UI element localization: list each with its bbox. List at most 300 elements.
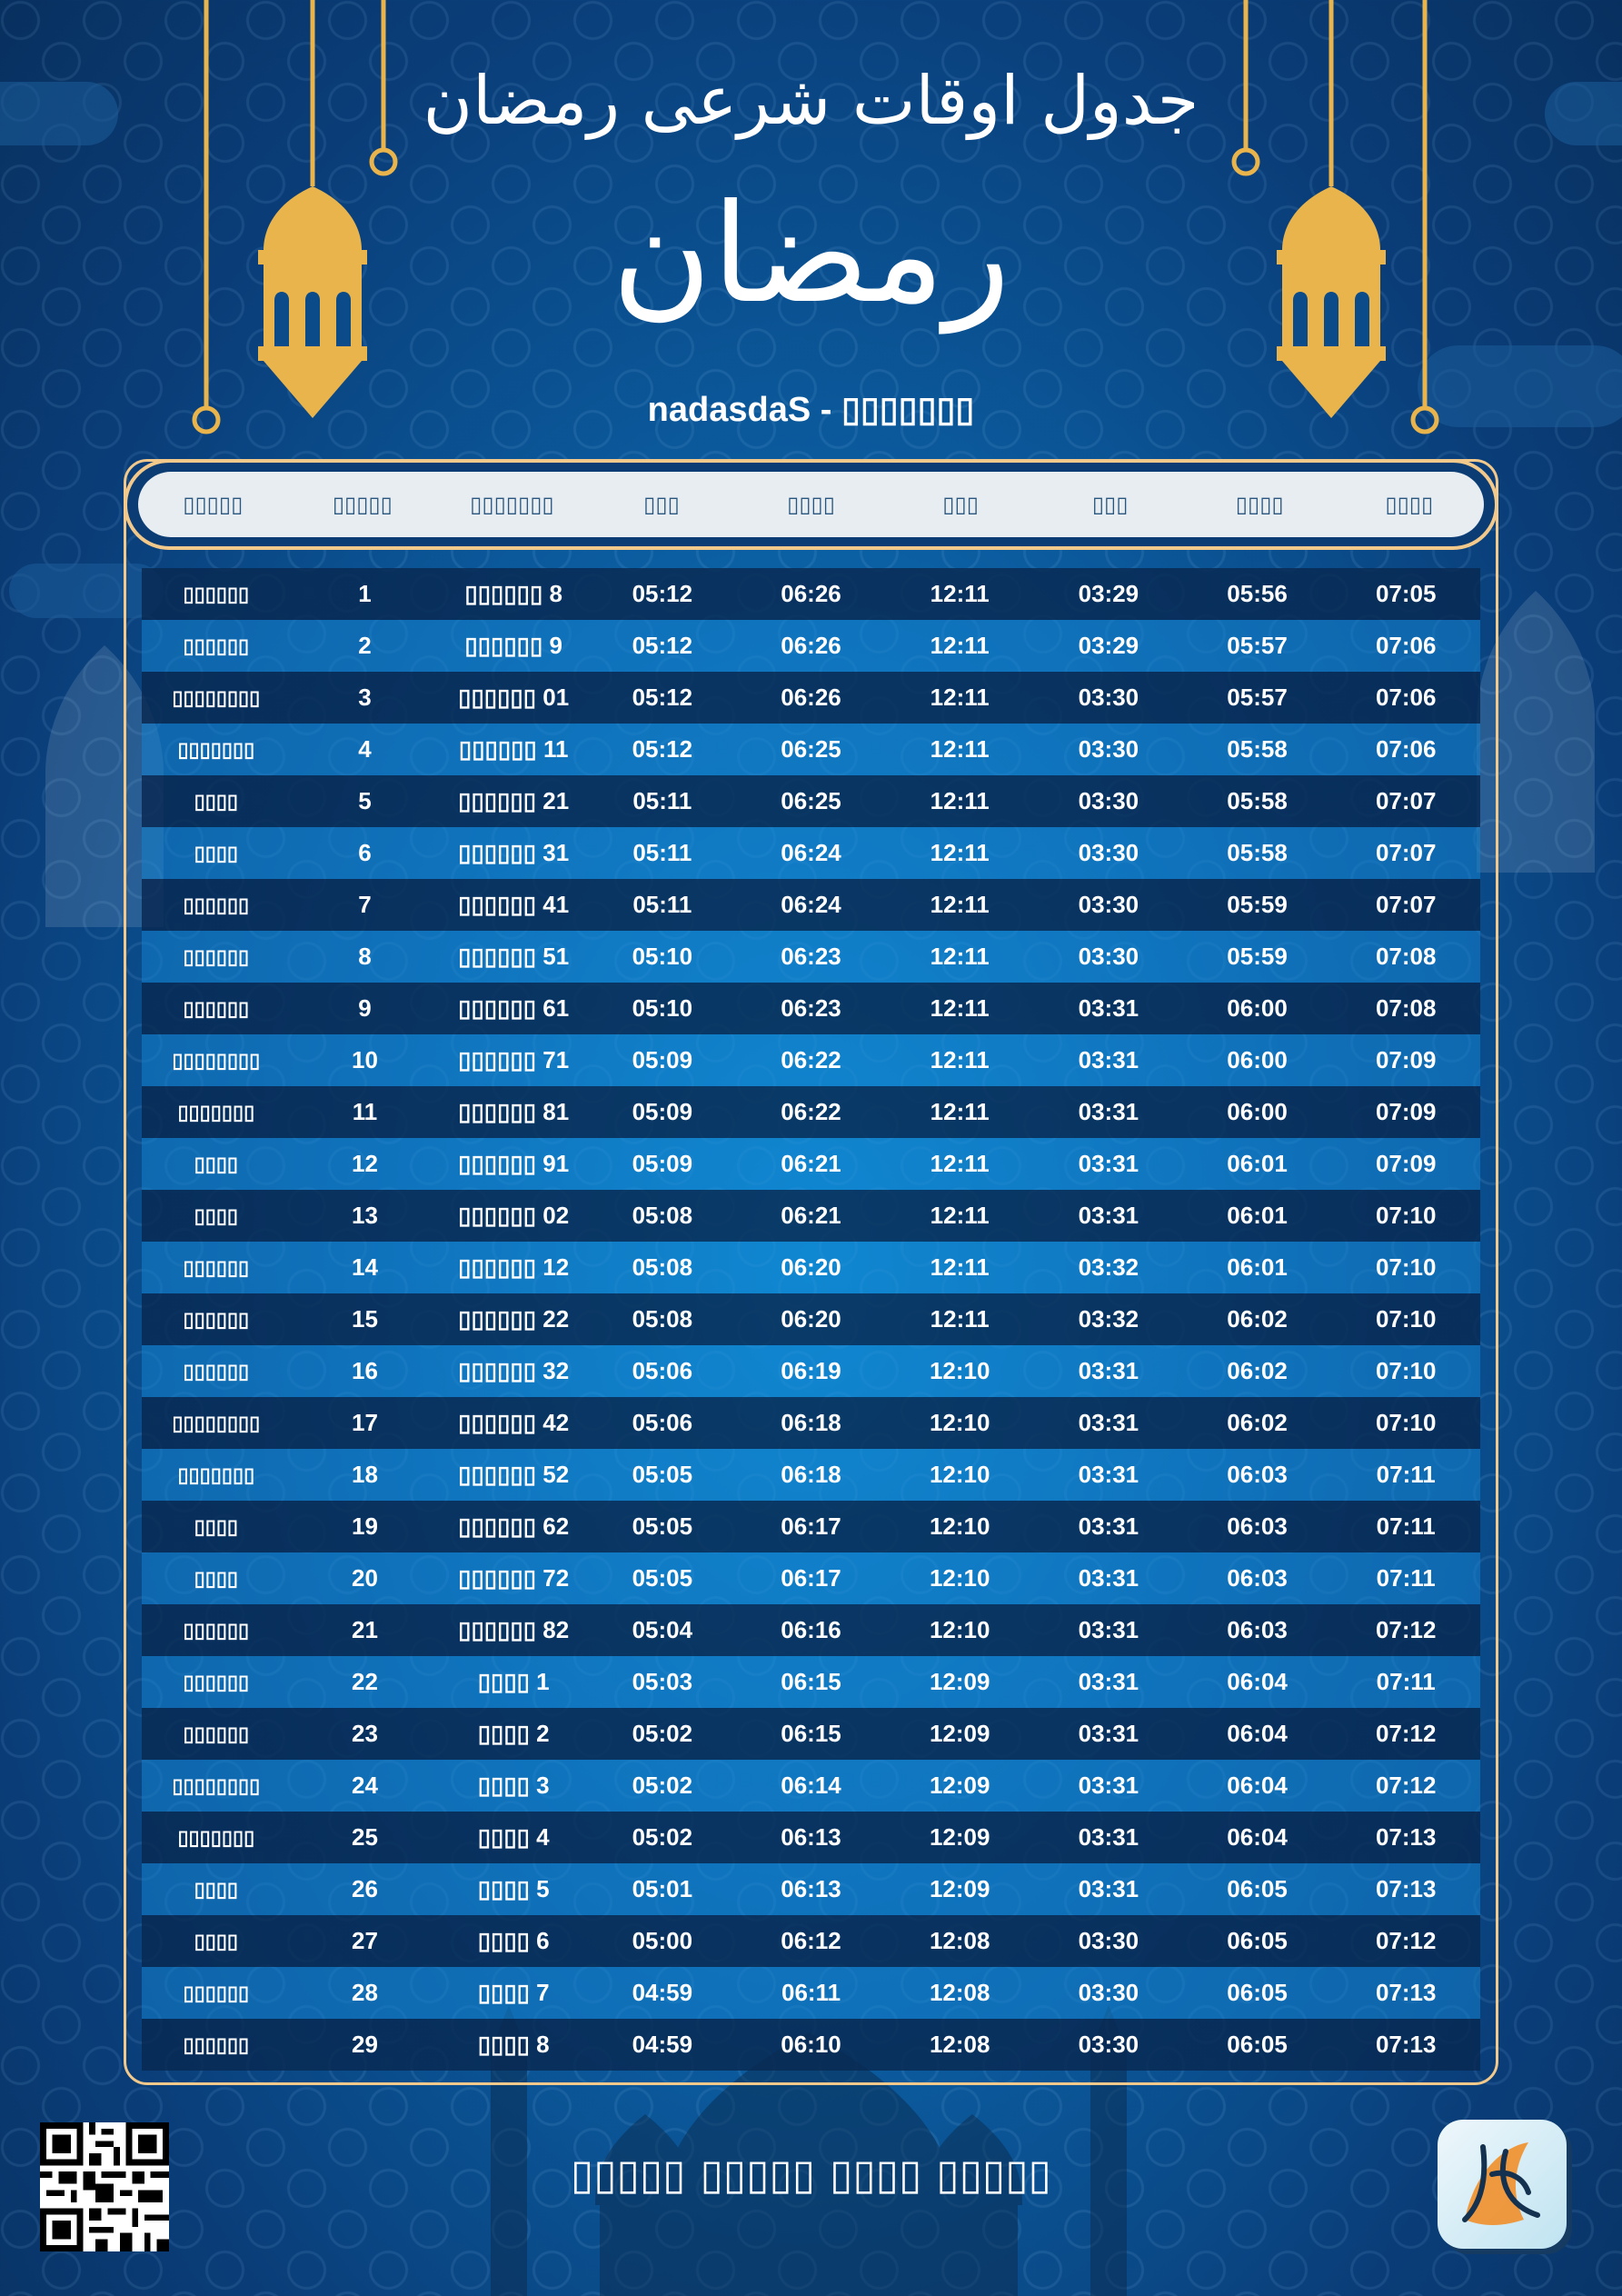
table-cell: 03:31 <box>1078 1202 1139 1229</box>
table-cell: 12:10 <box>929 1461 990 1488</box>
table-cell: 05:06 <box>632 1357 693 1384</box>
table-cell: 9 <box>358 994 372 1022</box>
table-cell: ▯▯▯▯▯▯ <box>183 1722 250 1745</box>
table-cell: 12:10 <box>929 1512 990 1540</box>
table-cell: 22 <box>352 1668 378 1695</box>
table-cell: 07:09 <box>1375 1098 1437 1125</box>
table-cell: 05:11 <box>632 839 692 866</box>
table-cell: 07:10 <box>1375 1305 1437 1333</box>
table-row <box>142 1708 1480 1760</box>
table-cell: ▯▯▯▯▯▯ 21 <box>458 787 570 814</box>
table-cell: 07:08 <box>1375 994 1437 1022</box>
table-row <box>142 1086 1480 1138</box>
table-cell: ▯▯▯▯▯▯▯▯ <box>172 685 261 709</box>
table-cell: 07:08 <box>1375 943 1437 970</box>
table-cell: 07:07 <box>1375 891 1437 918</box>
table-cell: 12 <box>352 1150 378 1177</box>
table-cell: 06:05 <box>1227 1927 1288 1954</box>
table-cell: 12:11 <box>930 839 990 866</box>
table-cell: 13 <box>352 1202 378 1229</box>
table-cell: 03:31 <box>1078 1564 1139 1592</box>
table-cell: ▯▯▯▯▯▯ 41 <box>458 891 570 918</box>
table-cell: 05:10 <box>632 943 693 970</box>
table-cell: 07:12 <box>1375 1927 1437 1954</box>
table-cell: 03:29 <box>1078 580 1139 607</box>
table-cell: ▯▯▯▯▯▯ 82 <box>458 1616 570 1643</box>
table-cell: 05:12 <box>632 632 693 659</box>
table-cell: ▯▯▯▯▯▯ <box>183 996 250 1020</box>
table-cell: 12:11 <box>930 1046 990 1073</box>
table-cell: 03:30 <box>1078 1927 1139 1954</box>
table-cell: 06:05 <box>1227 1979 1288 2006</box>
table-cell: ▯▯▯▯▯▯ 9 <box>464 632 562 659</box>
table-cell: 23 <box>352 1720 378 1747</box>
table-cell: 07:07 <box>1375 787 1437 814</box>
table-cell: 07:13 <box>1375 1823 1437 1851</box>
table-cell: 06:18 <box>781 1461 841 1488</box>
table-cell: 07:06 <box>1375 632 1437 659</box>
table-cell: 03:31 <box>1078 1668 1139 1695</box>
table-row <box>142 1656 1480 1708</box>
table-cell: 05:09 <box>632 1098 693 1125</box>
table-row <box>142 1604 1480 1656</box>
table-cell: 03:30 <box>1078 943 1139 970</box>
table-cell: 07:13 <box>1375 1979 1437 2006</box>
table-cell: ▯▯▯▯▯▯ 71 <box>458 1046 570 1073</box>
table-row <box>142 672 1480 724</box>
table-cell: ▯▯▯▯▯▯ 12 <box>458 1253 570 1281</box>
table-cell: 06:12 <box>781 1927 841 1954</box>
table-cell: ▯▯▯▯▯▯ 42 <box>458 1409 570 1436</box>
table-cell: 05:59 <box>1227 891 1288 918</box>
table-cell: 05:10 <box>632 994 693 1022</box>
table-cell: 06:03 <box>1227 1461 1288 1488</box>
table-cell: 10 <box>352 1046 378 1073</box>
table-cell: 07:11 <box>1376 1461 1436 1488</box>
column-header: ▯▯▯▯▯ <box>183 492 244 517</box>
table-cell: 07:12 <box>1375 1616 1437 1643</box>
table-cell: 12:11 <box>930 632 990 659</box>
table-cell: 16 <box>352 1357 378 1384</box>
table-cell: 29 <box>352 2031 378 2058</box>
table-cell: ▯▯▯▯▯▯ 02 <box>458 1202 570 1229</box>
table-cell: ▯▯▯▯ 3 <box>477 1772 550 1799</box>
table-cell: 05:57 <box>1227 632 1288 659</box>
table-header-inner <box>138 472 1484 537</box>
table-row <box>142 827 1480 879</box>
table-cell: ▯▯▯▯▯▯ 72 <box>458 1564 570 1592</box>
table-cell: ▯▯▯▯ <box>194 1514 239 1538</box>
table-cell: ▯▯▯▯▯▯▯ <box>177 737 255 761</box>
table-cell: 5 <box>358 787 372 814</box>
table-header <box>124 459 1498 550</box>
table-row <box>142 724 1480 775</box>
table-cell: ▯▯▯▯ <box>194 1929 239 1952</box>
table-cell: ▯▯▯▯ <box>194 841 239 864</box>
table-cell: ▯▯▯▯ <box>194 1152 239 1175</box>
table-cell: 05:58 <box>1227 735 1288 763</box>
table-cell: 06:13 <box>781 1823 841 1851</box>
table-cell: 07:05 <box>1375 580 1437 607</box>
table-cell: ▯▯▯▯▯▯▯▯ <box>172 1048 261 1072</box>
table-cell: 06:04 <box>1227 1668 1288 1695</box>
table-cell: ▯▯▯▯▯▯▯ <box>177 1100 255 1123</box>
table-cell: 4 <box>358 735 372 763</box>
table-cell: ▯▯▯▯ 7 <box>477 1979 550 2006</box>
table-cell: 06:05 <box>1227 1875 1288 1902</box>
table-cell: 06:24 <box>781 891 841 918</box>
table-cell: 06:26 <box>781 684 841 711</box>
table-cell: ▯▯▯▯ <box>194 1877 239 1901</box>
table-cell: ▯▯▯▯ <box>194 1566 239 1590</box>
table-cell: 12:11 <box>930 787 990 814</box>
table-cell: 03:31 <box>1078 1357 1139 1384</box>
table-row <box>142 1397 1480 1449</box>
table-cell: 06:16 <box>781 1616 841 1643</box>
table-cell: 03:31 <box>1078 1150 1139 1177</box>
table-cell: ▯▯▯▯▯▯ 31 <box>458 839 570 866</box>
table-cell: 06:23 <box>781 994 841 1022</box>
table-cell: 06:20 <box>781 1253 841 1281</box>
table-cell: 15 <box>352 1305 378 1333</box>
table-row <box>142 1138 1480 1190</box>
table-cell: 03:32 <box>1078 1253 1139 1281</box>
table-cell: 05:02 <box>632 1772 693 1799</box>
table-cell: 05:59 <box>1227 943 1288 970</box>
table-cell: 17 <box>352 1409 378 1436</box>
table-cell: 06:04 <box>1227 1772 1288 1799</box>
table-cell: ▯▯▯▯▯▯▯ <box>177 1462 255 1486</box>
table-cell: 12:11 <box>930 580 990 607</box>
table-cell: 07:12 <box>1375 1720 1437 1747</box>
table-cell: ▯▯▯▯▯▯ 01 <box>458 684 570 711</box>
table-cell: ▯▯▯▯ 2 <box>477 1720 550 1747</box>
table-cell: 12:11 <box>930 994 990 1022</box>
table-cell: 03:30 <box>1078 735 1139 763</box>
table-cell: 03:32 <box>1078 1305 1139 1333</box>
table-cell: 12:08 <box>929 2031 990 2058</box>
table-cell: 05:08 <box>632 1202 693 1229</box>
table-cell: 12:09 <box>929 1720 990 1747</box>
table-cell: 06:03 <box>1227 1512 1288 1540</box>
table-cell: 05:06 <box>632 1409 693 1436</box>
table-cell: 07:10 <box>1375 1253 1437 1281</box>
table-cell: 25 <box>352 1823 378 1851</box>
table-row <box>142 1345 1480 1397</box>
table-row <box>142 1449 1480 1501</box>
table-row <box>142 1863 1480 1915</box>
table-cell: 12:11 <box>930 1253 990 1281</box>
table-cell: 06:26 <box>781 580 841 607</box>
table-cell: 12:10 <box>929 1409 990 1436</box>
table-cell: 05:08 <box>632 1305 693 1333</box>
table-cell: 03:31 <box>1078 1512 1139 1540</box>
table-cell: 03:31 <box>1078 1461 1139 1488</box>
table-row <box>142 983 1480 1034</box>
table-cell: 12:08 <box>929 1927 990 1954</box>
table-cell: 03:31 <box>1078 994 1139 1022</box>
city-subtitle: nadasdaS - ▯▯▯▯▯▯▯ <box>647 391 975 429</box>
table-cell: ▯▯▯▯ 8 <box>477 2031 550 2058</box>
table-cell: ▯▯▯▯▯▯ 8 <box>464 580 562 607</box>
table-cell: 05:12 <box>632 580 693 607</box>
table-cell: 03:31 <box>1078 1616 1139 1643</box>
table-cell: 20 <box>352 1564 378 1592</box>
column-header: ▯▯▯▯▯▯▯ <box>470 492 554 517</box>
table-cell: 12:11 <box>930 735 990 763</box>
table-cell: 06:02 <box>1227 1305 1288 1333</box>
table-cell: 06:00 <box>1227 1046 1288 1073</box>
table-cell: ▯▯▯▯▯▯ <box>183 1670 250 1693</box>
table-cell: ▯▯▯▯ 5 <box>477 1875 550 1902</box>
table-cell: 05:11 <box>632 787 692 814</box>
table-cell: 07:10 <box>1375 1357 1437 1384</box>
table-cell: 06:01 <box>1227 1202 1288 1229</box>
table-row <box>142 1915 1480 1967</box>
table-cell: 07:13 <box>1375 1875 1437 1902</box>
column-header: ▯▯▯▯ <box>1235 492 1284 517</box>
table-cell: 05:57 <box>1227 684 1288 711</box>
table-cell: 03:30 <box>1078 839 1139 866</box>
table-cell: 06:03 <box>1227 1616 1288 1643</box>
month-title: رمضان <box>612 175 1010 334</box>
table-cell: ▯▯▯▯▯▯ <box>183 634 250 657</box>
table-cell: ▯▯▯▯ 4 <box>477 1823 550 1851</box>
table-cell: 05:00 <box>632 1927 693 1954</box>
table-cell: 06:22 <box>781 1046 841 1073</box>
table-cell: 07:07 <box>1375 839 1437 866</box>
table-cell: 2 <box>358 632 372 659</box>
table-cell: 06:22 <box>781 1098 841 1125</box>
prayer-times-table <box>142 568 1480 2071</box>
table-cell: 04:59 <box>632 1979 693 2006</box>
table-cell: 05:12 <box>632 735 693 763</box>
table-cell: 05:09 <box>632 1046 693 1073</box>
table-cell: 05:56 <box>1227 580 1288 607</box>
table-cell: 06:03 <box>1227 1564 1288 1592</box>
table-cell: 06:21 <box>781 1202 841 1229</box>
table-cell: 12:10 <box>929 1564 990 1592</box>
table-cell: 24 <box>352 1772 378 1799</box>
table-cell: ▯▯▯▯▯▯ <box>183 1307 250 1331</box>
table-cell: 06:17 <box>781 1512 841 1540</box>
table-cell: 03:30 <box>1078 2031 1139 2058</box>
table-cell: 19 <box>352 1512 378 1540</box>
table-cell: 07:09 <box>1375 1150 1437 1177</box>
table-cell: 12:11 <box>930 1202 990 1229</box>
table-cell: ▯▯▯▯▯▯ <box>183 893 250 916</box>
table-cell: 06:25 <box>781 787 841 814</box>
table-cell: 21 <box>352 1616 378 1643</box>
table-cell: 06:00 <box>1227 1098 1288 1125</box>
table-row <box>142 1967 1480 2019</box>
column-header: ▯▯▯ <box>942 492 979 517</box>
column-header: ▯▯▯▯ <box>1385 492 1434 517</box>
table-cell: 05:58 <box>1227 839 1288 866</box>
table-cell: 05:05 <box>632 1512 693 1540</box>
table-cell: 14 <box>352 1253 378 1281</box>
table-cell: 05:08 <box>632 1253 693 1281</box>
table-row <box>142 1760 1480 1812</box>
table-cell: 06:04 <box>1227 1720 1288 1747</box>
table-cell: 06:11 <box>781 1979 841 2006</box>
table-cell: 06:15 <box>781 1720 841 1747</box>
table-cell: 12:09 <box>929 1875 990 1902</box>
table-cell: 05:03 <box>632 1668 693 1695</box>
table-cell: 05:01 <box>632 1875 693 1902</box>
table-row <box>142 931 1480 983</box>
table-cell: ▯▯▯▯▯▯▯▯ <box>172 1411 261 1434</box>
column-header: ▯▯▯ <box>1091 492 1129 517</box>
table-cell: 06:18 <box>781 1409 841 1436</box>
table-cell: ▯▯▯▯▯▯ 51 <box>458 943 570 970</box>
table-cell: 05:02 <box>632 1720 693 1747</box>
table-cell: 05:02 <box>632 1823 693 1851</box>
table-cell: ▯▯▯▯▯▯ <box>183 1981 250 2004</box>
table-cell: 6 <box>358 839 372 866</box>
table-row <box>142 1034 1480 1086</box>
table-cell: 06:24 <box>781 839 841 866</box>
table-row <box>142 1242 1480 1293</box>
table-cell: 8 <box>358 943 372 970</box>
table-cell: ▯▯▯▯▯▯ 22 <box>458 1305 570 1333</box>
table-cell: 06:05 <box>1227 2031 1288 2058</box>
table-cell: 12:09 <box>929 1823 990 1851</box>
table-cell: 03:31 <box>1078 1875 1139 1902</box>
table-cell: ▯▯▯▯▯▯▯▯ <box>172 1773 261 1797</box>
table-row <box>142 1293 1480 1345</box>
table-cell: 12:08 <box>929 1979 990 2006</box>
table-cell: ▯▯▯▯ <box>194 1203 239 1227</box>
table-cell: ▯▯▯▯▯▯ 52 <box>458 1461 570 1488</box>
table-cell: 05:12 <box>632 684 693 711</box>
table-cell: 03:30 <box>1078 1979 1139 2006</box>
table-cell: 06:25 <box>781 735 841 763</box>
table-cell: ▯▯▯▯▯▯ <box>183 582 250 605</box>
table-cell: ▯▯▯▯▯▯ <box>183 1618 250 1642</box>
table-row <box>142 1501 1480 1552</box>
table-cell: 03:31 <box>1078 1823 1139 1851</box>
table-cell: ▯▯▯▯▯▯ 81 <box>458 1098 570 1125</box>
table-cell: 3 <box>358 684 372 711</box>
table-cell: 06:02 <box>1227 1409 1288 1436</box>
table-row <box>142 568 1480 620</box>
table-cell: 07:06 <box>1375 735 1437 763</box>
table-cell: 04:59 <box>632 2031 693 2058</box>
table-cell: 06:04 <box>1227 1823 1288 1851</box>
table-cell: 06:01 <box>1227 1253 1288 1281</box>
table-cell: 05:11 <box>632 891 692 918</box>
footer-text: ▯▯▯▯▯ ▯▯▯▯▯ ▯▯▯▯ ▯▯▯▯▯ <box>571 2150 1051 2199</box>
table-cell: 03:30 <box>1078 787 1139 814</box>
table-cell: 06:01 <box>1227 1150 1288 1177</box>
table-cell: 05:04 <box>632 1616 693 1643</box>
table-cell: 03:29 <box>1078 632 1139 659</box>
table-cell: 05:05 <box>632 1461 693 1488</box>
table-cell: ▯▯▯▯▯▯ <box>183 1359 250 1383</box>
table-cell: 12:10 <box>929 1357 990 1384</box>
column-header: ▯▯▯ <box>643 492 680 517</box>
table-cell: 06:00 <box>1227 994 1288 1022</box>
table-row <box>142 879 1480 931</box>
table-row <box>142 2019 1480 2071</box>
table-cell: ▯▯▯▯▯▯ <box>183 1255 250 1279</box>
table-row <box>142 1552 1480 1604</box>
table-cell: 03:31 <box>1078 1409 1139 1436</box>
table-cell: 06:21 <box>781 1150 841 1177</box>
table-cell: 05:58 <box>1227 787 1288 814</box>
table-cell: ▯▯▯▯▯▯ <box>183 2032 250 2056</box>
table-cell: 06:17 <box>781 1564 841 1592</box>
table-cell: 7 <box>358 891 372 918</box>
table-cell: 28 <box>352 1979 378 2006</box>
table-cell: 03:31 <box>1078 1098 1139 1125</box>
table-cell: 03:31 <box>1078 1720 1139 1747</box>
table-cell: 06:14 <box>781 1772 841 1799</box>
table-cell: ▯▯▯▯▯▯ 91 <box>458 1150 570 1177</box>
table-cell: 06:20 <box>781 1305 841 1333</box>
table-cell: 05:05 <box>632 1564 693 1592</box>
column-header: ▯▯▯▯ <box>787 492 835 517</box>
table-cell: 07:11 <box>1376 1512 1436 1540</box>
table-cell: 12:11 <box>930 1150 990 1177</box>
table-row <box>142 1190 1480 1242</box>
table-row <box>142 620 1480 672</box>
table-cell: 05:09 <box>632 1150 693 1177</box>
table-cell: ▯▯▯▯▯▯ <box>183 944 250 968</box>
table-cell: 07:13 <box>1375 2031 1437 2058</box>
table-cell: 07:12 <box>1375 1772 1437 1799</box>
table-cell: ▯▯▯▯▯▯ 32 <box>458 1357 570 1384</box>
table-cell: 12:11 <box>930 1305 990 1333</box>
page-title: جدول اوقات شرعی رمضان <box>423 62 1199 140</box>
table-cell: 07:11 <box>1376 1564 1436 1592</box>
table-cell: ▯▯▯▯▯▯ 62 <box>458 1512 570 1540</box>
table-cell: 07:10 <box>1375 1409 1437 1436</box>
table-cell: 06:19 <box>781 1357 841 1384</box>
table-cell: 06:13 <box>781 1875 841 1902</box>
table-row <box>142 1812 1480 1863</box>
table-cell: 27 <box>352 1927 378 1954</box>
table-cell: ▯▯▯▯▯▯▯ <box>177 1825 255 1849</box>
table-cell: 06:26 <box>781 632 841 659</box>
table-cell: 03:30 <box>1078 684 1139 711</box>
table-cell: 06:15 <box>781 1668 841 1695</box>
table-cell: 07:11 <box>1376 1668 1436 1695</box>
table-cell: ▯▯▯▯▯▯ 11 <box>458 735 569 763</box>
table-cell: 12:11 <box>930 943 990 970</box>
table-cell: 06:10 <box>781 2031 841 2058</box>
table-cell: 07:10 <box>1375 1202 1437 1229</box>
table-cell: 03:30 <box>1078 891 1139 918</box>
table-cell: ▯▯▯▯▯▯ 61 <box>458 994 570 1022</box>
table-row <box>142 775 1480 827</box>
table-cell: 18 <box>352 1461 378 1488</box>
table-cell: 26 <box>352 1875 378 1902</box>
column-header: ▯▯▯▯▯ <box>332 492 393 517</box>
table-cell: ▯▯▯▯ 6 <box>477 1927 550 1954</box>
table-cell: 12:11 <box>930 684 990 711</box>
table-cell: 12:11 <box>930 891 990 918</box>
table-cell: 06:02 <box>1227 1357 1288 1384</box>
table-cell: 11 <box>352 1098 378 1125</box>
table-cell: 12:10 <box>929 1616 990 1643</box>
table-cell: 12:11 <box>930 1098 990 1125</box>
table-cell: 03:31 <box>1078 1772 1139 1799</box>
table-cell: 12:09 <box>929 1668 990 1695</box>
table-cell: 07:09 <box>1375 1046 1437 1073</box>
table-cell: 12:09 <box>929 1772 990 1799</box>
